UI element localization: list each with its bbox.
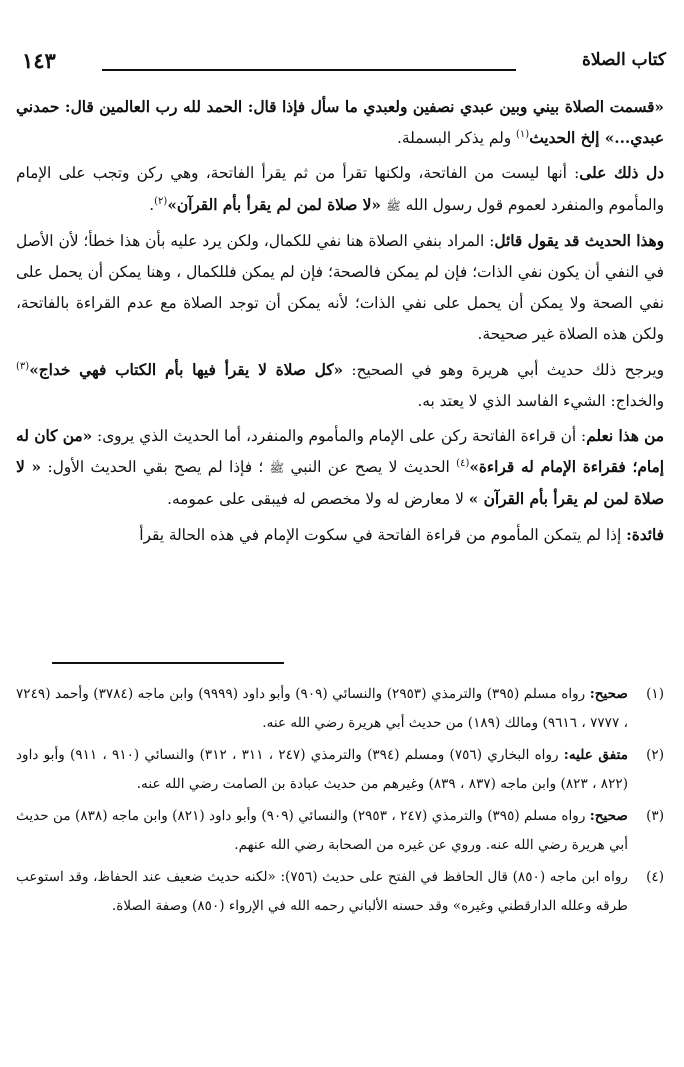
footnote [16,741,664,799]
hadith-quote: «لا صلاة لمن لم يقرأ بأم القرآن» [167,195,387,214]
footnote [16,802,664,860]
footnotes [16,680,664,924]
footnote-grade: صحيح: [589,808,628,824]
paragraph-dalla-dhalik [16,158,664,221]
salutation-glyph: ﷺ [269,461,285,476]
hadith-quote: «قسمت الصلاة بيني وبين عبدي نصفين ولعبدي ما سأل فإذا قال: الحمد لله رب العالمين قال: حمدني عبدي...» إلخ الحديث [16,98,664,148]
paragraph-text: الحديث لا يصح عن النبي [284,458,457,477]
footnote-body: رواه مسلم (٣٩٥) والترمذي (٢٩٥٣) والنسائي (٩٠٩) وأبو داود (٩٩٩٩) وابن ماجه (٣٧٨٤) وأحمد (٧٢٤٩ ، ٧٧٧٧ ، ٩٦١٦) ومالك (١٨٩) من حديث أبي هريرة رضي الله عنه. [16,686,628,731]
footnote-text [16,680,628,738]
paragraph-text: : المراد بنفي الصلاة هنا نفي للكمال، ولكن يرد عليه بأن هذا خطأ؛ لأن الأصل في النفي أن يكون نفي الذات؛ فإن لم يمكن فالصحة؛ فإن لم يمكن فللكمال ، وهنا يمكن أن يحمل على نفي الصحة ولا يمكن أن يحمل على نفي الذات؛ لأنه يمكن أن توجد الصلاة مع عدم القراءة بالفاتحة، ولكن هذه الصلاة غير صحيحة. [16,231,664,344]
paragraph-text: والخداج: الشيء الفاسد الذي لا يعتد به. [417,391,664,410]
footnote-text [16,802,628,860]
paragraph-text: ولم يذكر البسملة. [397,129,516,148]
footnote-ref-2[interactable]: (٢) [154,195,168,207]
footnote [16,680,664,738]
page-number: ١٤٣ [22,48,56,73]
main-text [16,92,664,551]
hadith-quote: « لا صلاة لمن لم يقرأ بأم القرآن » [16,458,664,509]
page-header [22,48,666,82]
paragraph-text: ويرجح ذلك حديث أبي هريرة وهو في الصحيح: [343,360,665,379]
hadith-quote: «كل صلاة لا يقرأ فيها بأم الكتاب فهي خداج» [29,360,344,379]
footnote-number: (٢) [646,747,664,763]
footnote-number: (١) [646,686,664,702]
paragraph-text: : أن قراءة الفاتحة ركن على الإمام والمأموم والمنفرد، أما الحديث الذي يروى: [92,427,587,446]
footnote-body: رواه مسلم (٣٩٥) والترمذي (٢٤٧ ، ٢٩٥٣) والنسائي (٩٠٩) وأبو داود (٨٢١) وابن ماجه (٨٣٨) من حديث أبي هريرة رضي الله عنه. وروي عن غيره من الصحابة رضي الله عنهم. [16,808,628,853]
paragraph-lead: فائدة: [626,525,664,544]
paragraph-lead: وهذا الحديث قد يقول قائل [494,231,665,250]
footnote-text [16,863,628,921]
paragraph-text: . [149,195,155,214]
paragraph-min-hadha [16,421,664,516]
salutation-glyph: ﷺ [386,198,401,213]
footnote-ref-1[interactable]: (١) [516,129,530,141]
header-rule [102,69,516,71]
footnote-number: (٤) [646,869,664,885]
paragraph-qad-yaqul [16,226,664,351]
paragraph-text: ؛ فإذا لم يصح بقي الحديث الأول: [41,458,270,477]
footnote-text [16,741,628,799]
footnote-body: رواه ابن ماجه (٨٥٠) قال الحافظ في الفتح على حديث (٧٥٦): «لكنه حديث ضعيف عند الحفاظ، وقد استوعب طرقه وعلله الدارقطني وغيره» وقد حسنه الألباني رحمه الله في الإرواء (٨٥٠) وصفة الصلاة. [16,869,628,914]
paragraph-text: : أنها ليست من الفاتحة، ولكنها تقرأ من ثم يقرأ الفاتحة، وهي ركن وتجب على الإمام والمأموم والمنفرد لعموم قول رسول الله [16,164,664,214]
footnote-body: رواه البخاري (٧٥٦) ومسلم (٣٩٤) والترمذي (٢٤٧ ، ٣١١ ، ٣١٢) والنسائي (٩١٠ ، ٩١١) وأبو داود (٨٢٢ ، ٨٢٣) وابن ماجه (٨٣٧ ، ٨٣٩) وغيرهم من حديث عبادة بن الصامت رضي الله عنه. [16,747,628,792]
footnote [16,863,664,921]
paragraph-faida [16,520,664,551]
footnote-ref-3[interactable]: (٣) [16,360,30,372]
hadith-quote: «من كان له إمام؛ فقراءة الإمام له قراءة» [16,427,664,477]
paragraph-lead: دل ذلك على [579,164,664,183]
chapter-title: كتاب الصلاة [581,50,666,70]
paragraph-hadith-qasamtu [16,92,664,154]
paragraph-text: إذا لم يتمكن المأموم من قراءة الفاتحة في سكوت الإمام في هذه الحالة يقرأ [139,525,627,544]
paragraph-text: لا معارض له ولا مخصص له فيبقى على عمومه. [167,490,469,509]
footnote-grade: متفق عليه: [563,747,629,763]
footnote-separator [52,662,284,664]
footnote-ref-4[interactable]: (٤) [456,458,470,470]
paragraph-lead: من هذا نعلم [586,427,664,446]
footnote-number: (٣) [646,808,664,824]
footnote-grade: صحيح: [589,686,628,702]
paragraph-yurajjih [16,355,664,417]
